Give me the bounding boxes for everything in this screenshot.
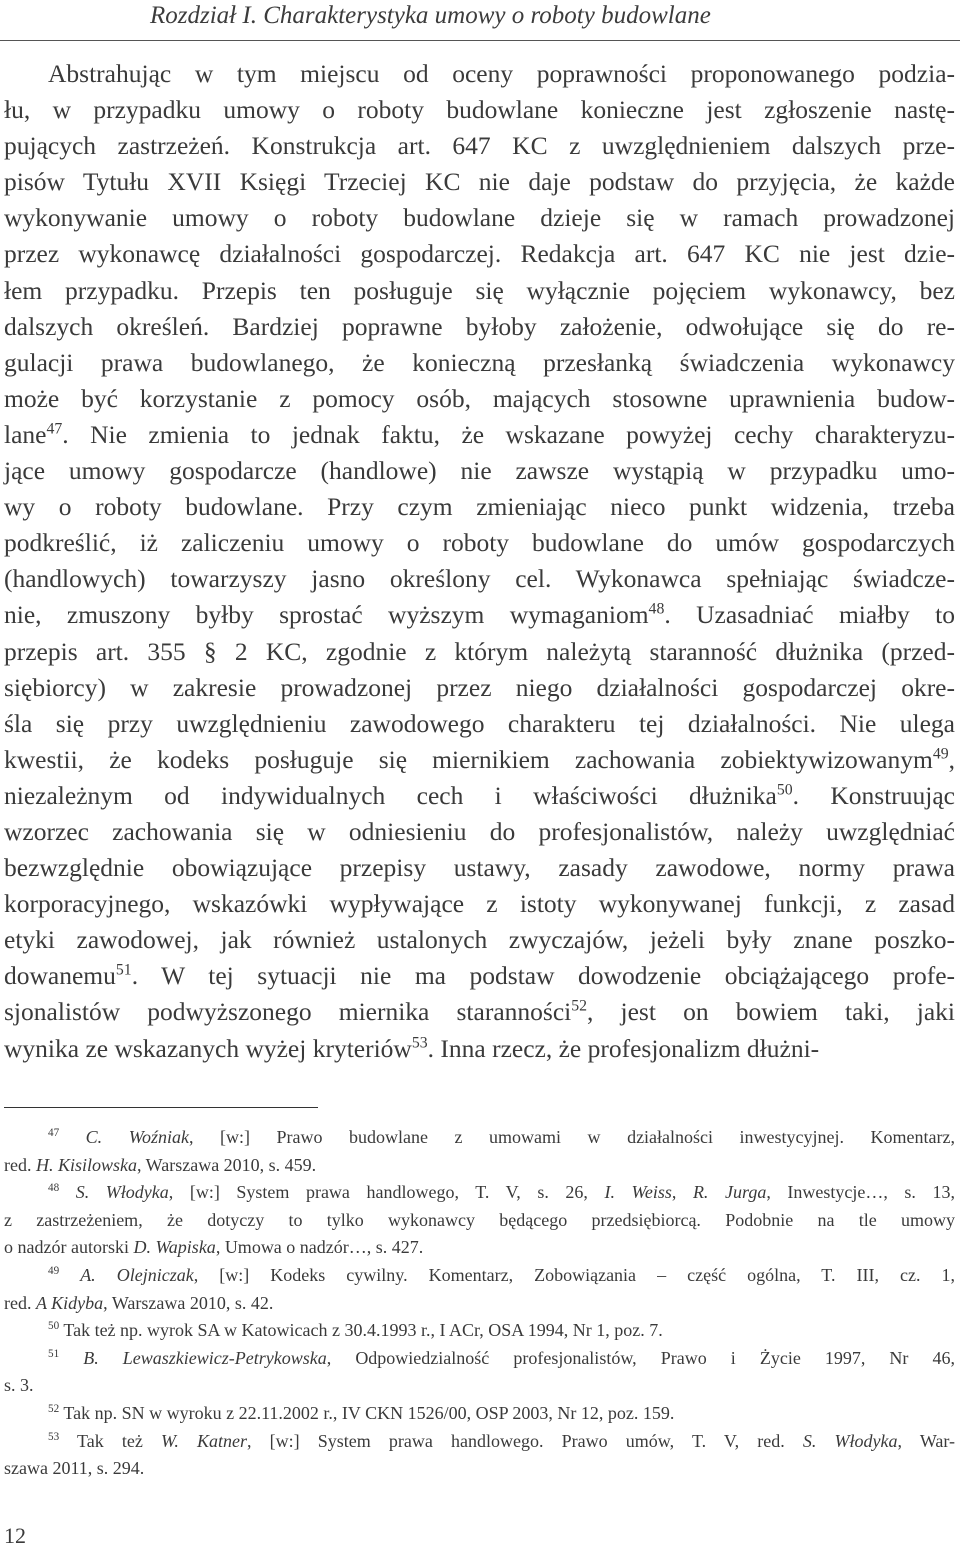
footnote-text: Tak np. SN w wyroku z 22.11.2002 r., IV CKN 1526/00, OSP 2003, Nr 12, poz. 159. xyxy=(63,1402,675,1423)
footnote-text: z zastrzeżeniem, że dotyczy to tylko wykonawcy będącego przedsiębiorcą. Podobnie na tle umowy xyxy=(4,1209,955,1230)
body-line: wy o roboty budowlane. Przy czym zmieniając nieco punkt widzenia, trzeba xyxy=(4,492,955,522)
body-line: Abstrahując w tym miejscu od oceny poprawności proponowanego podzia- xyxy=(48,59,955,88)
footnote-line xyxy=(4,1234,955,1262)
body-text-run: . W tej sytuacji nie ma podstaw dowodzenie obciążającego profe- xyxy=(131,961,955,991)
footnote-text: , [w:] Prawo budowlane z umowami w działalności inwestycyjnej. Komentarz, xyxy=(189,1127,956,1147)
footnote-text: szawa 2011, s. 294. xyxy=(4,1458,145,1479)
body-line xyxy=(4,1031,955,1067)
footnote-line xyxy=(4,1124,955,1152)
body-text-run: niezależnym od indywidualnych cech i właściwości dłużnika xyxy=(4,780,777,810)
body-text-run: , jest on bowiem taki, jaki xyxy=(587,997,955,1027)
author-name: D. Wapiska xyxy=(133,1237,216,1258)
footnote-ref[interactable]: 48 xyxy=(648,600,665,618)
footnote-number: 53 xyxy=(48,1430,60,1443)
body-line xyxy=(4,597,955,633)
body-line: podkreślić, iż zaliczeniu umowy o roboty budowlane do umów gospodarczych xyxy=(4,528,955,558)
footnote-line xyxy=(4,1455,955,1483)
footnote-ref[interactable]: 50 xyxy=(776,781,793,799)
author-name: S. Włodyka xyxy=(75,1182,169,1203)
footnote-line xyxy=(4,1345,955,1373)
body-line xyxy=(4,742,955,778)
footnote-line xyxy=(4,1428,955,1456)
body-text-run: . Inna rzecz, że profesjonalizm dłużni- xyxy=(427,1033,820,1063)
body-text-run: . Nie zmienia to jednak faktu, że wskazane powyżej cechy charakteryzu- xyxy=(62,419,955,449)
footnote-text: , xyxy=(671,1182,693,1203)
footnote-number: 51 xyxy=(48,1347,60,1360)
body-text-run: kwestii, że kodeks posługuje się miernikiem zachowania zobiektywizowanym xyxy=(4,744,933,774)
body-line: łem przypadku. Przepis ten posługuje się wyłącznie pojęciem wykonawcy, bez xyxy=(4,275,955,305)
body-line: przepis art. 355 § 2 KC, zgodnie z którym należytą staranność dłużnika (przed- xyxy=(4,636,955,666)
body-line: pujących zastrzeżeń. Konstrukcja art. 647 KC z uwzględnieniem dalszych prze- xyxy=(4,131,955,161)
body-line: etyki zawodowej, jak również ustalonych zwyczajów, jeżeli były znane poszko- xyxy=(4,925,955,955)
main-paragraph xyxy=(4,56,955,1067)
footnote-line xyxy=(4,1372,955,1400)
body-line: wykonywanie umowy o roboty budowlane dzieje się w ramach prowadzonej xyxy=(4,203,955,233)
footnote-text: red. xyxy=(4,1292,36,1313)
footnote-ref[interactable]: 49 xyxy=(932,745,949,763)
body-line xyxy=(4,778,955,814)
footnote-text: , [w:] Kodeks cywilny. Komentarz, Zobowiązania – część ogólna, T. III, cz. 1, xyxy=(193,1264,955,1285)
body-line: może być korzystanie z pomocy osób, mających stosowne uprawnienia budow- xyxy=(4,383,955,413)
body-line: siębiorcy) w zakresie prowadzonej przez niego działalności gospodarczej okre- xyxy=(4,672,955,702)
body-text-run: , xyxy=(948,744,955,774)
footnote-number: 49 xyxy=(48,1264,60,1277)
footnote-line xyxy=(4,1179,955,1207)
footnote-text: o nadzór autorski xyxy=(4,1237,134,1258)
footnote-text: , Umowa o nadzór…, s. 427. xyxy=(215,1237,424,1258)
footnotes xyxy=(4,1124,955,1483)
body-text-run: dowanemu xyxy=(4,961,116,991)
author-name: A. Olejniczak xyxy=(80,1264,194,1285)
footnote-text: , [w:] System prawa handlowego, T. V, s. 26, xyxy=(168,1182,605,1203)
footnote-text: Tak też xyxy=(76,1430,161,1451)
author-name: B. Lewaszkiewicz-Petrykowska xyxy=(83,1347,327,1368)
footnote-text: , Warszawa 2010, s. 42. xyxy=(103,1292,274,1313)
footnote-text: , [w:] System prawa handlowego. Prawo umów, T. V, red. xyxy=(246,1430,803,1451)
footnote-line xyxy=(4,1207,955,1235)
body-line: dalszych określeń. Bardziej poprawne byłoby założenie, odwołujące się do re- xyxy=(4,311,955,341)
body-text-run: wynika ze wskazanych wyżej kryteriów xyxy=(4,1033,412,1063)
footnote-text: s. 3. xyxy=(4,1375,34,1396)
footnote-line xyxy=(4,1262,955,1290)
footnote-text: , War- xyxy=(897,1430,955,1451)
footnote-line xyxy=(4,1290,955,1318)
body-line: jące umowy gospodarcze (handlowe) nie zawsze wystąpią w przypadku umo- xyxy=(4,456,955,486)
author-name: S. Włodyka xyxy=(802,1430,898,1451)
body-line: pisów Tytułu XVII Księgi Trzeciej KC nie daje podstaw do przyjęcia, że każde xyxy=(4,167,955,197)
body-line: bezwzględnie obowiązujące przepisy ustawy, zasady zawodowe, normy prawa xyxy=(4,853,955,883)
body-line: gulacji prawa budowlanego, że konieczną przesłanką świadczenia wykonawcy xyxy=(4,347,955,377)
footnote-ref[interactable]: 47 xyxy=(46,420,63,438)
body-text-run: lane xyxy=(4,419,47,449)
footnote-ref[interactable]: 51 xyxy=(115,961,132,979)
body-line: korporacyjnego, wskazówki wypływające z istoty wykonywanej funkcji, z zasad xyxy=(4,889,955,919)
footnote-ref[interactable]: 52 xyxy=(571,997,588,1015)
footnote-text: Tak też np. wyrok SA w Katowicach z 30.4.1993 r., I ACr, OSA 1994, Nr 1, poz. 7. xyxy=(63,1320,663,1341)
author-name: A Kidyba xyxy=(35,1292,104,1313)
author-name: R. Jurga xyxy=(692,1182,767,1203)
footnote-text: , Inwestycje…, s. 13, xyxy=(766,1182,955,1203)
footnote-line xyxy=(4,1317,955,1345)
footnote-line xyxy=(4,1152,955,1180)
body-line: łu, w przypadku umowy o roboty budowlane konieczne jest zgłoszenie nastę- xyxy=(4,95,955,125)
footnote-number: 47 xyxy=(48,1127,60,1139)
body-text-run: . Konstruując xyxy=(792,780,955,810)
author-name: H. Kisilowska xyxy=(35,1154,137,1175)
body-text-run: . Uzasadniać miałby to xyxy=(664,600,956,630)
body-line: (handlowych) towarzyszy jasno określony cel. Wykonawca spełniając świadcze- xyxy=(4,564,955,594)
author-name: W. Katner xyxy=(160,1430,247,1451)
footnote-text: red. xyxy=(4,1154,36,1175)
body-text-run: sjonalistów podwyższonego miernika staranności xyxy=(4,997,572,1027)
body-line: wzorzec zachowania się w odniesieniu do profesjonalistów, należy uwzględniać xyxy=(4,816,955,846)
footnote-text: , Odpowiedzialność profesjonalistów, Prawo i Życie 1997, Nr 46, xyxy=(326,1347,955,1368)
body-line xyxy=(4,994,955,1030)
author-name: C. Woźniak xyxy=(85,1127,190,1147)
body-line xyxy=(4,958,955,994)
author-name: I. Weiss xyxy=(604,1182,672,1203)
running-header: Rozdział I. Charakterystyka umowy o roboty budowlane xyxy=(150,2,711,29)
footnote-ref[interactable]: 53 xyxy=(411,1034,428,1052)
footnote-separator xyxy=(4,1107,318,1108)
body-text-run: nie, zmuszony byłby sprostać wyższym wymaganiom xyxy=(4,600,649,630)
page-number: 12 xyxy=(4,1523,26,1548)
body-line xyxy=(4,417,955,453)
header-rule xyxy=(0,40,960,41)
footnote-text: , Warszawa 2010, s. 459. xyxy=(137,1154,317,1175)
footnote-number: 52 xyxy=(48,1402,60,1415)
footnote-line xyxy=(4,1400,955,1428)
footnote-number: 50 xyxy=(48,1320,60,1333)
body-line: śla się przy uwzględnieniu zawodowego charakteru tej działalności. Nie ulega xyxy=(4,708,955,738)
footnote-number: 48 xyxy=(48,1182,60,1195)
body-line: przez wykonawcę działalności gospodarczej. Redakcja art. 647 KC nie jest dzie- xyxy=(4,239,955,269)
